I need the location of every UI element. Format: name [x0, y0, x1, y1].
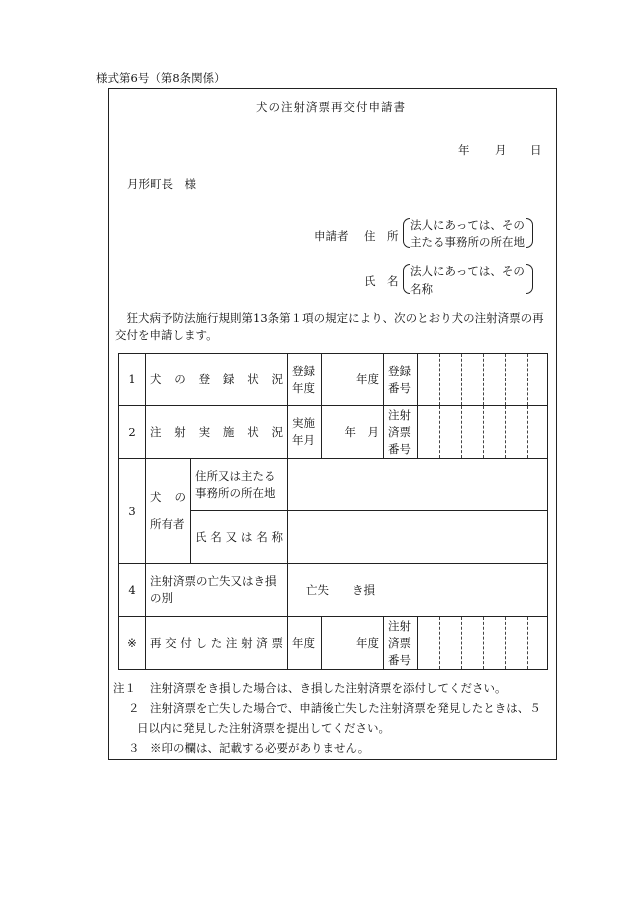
intro-line-1: 狂犬病予防法施行規則第13条第１項の規定により、次のとおり犬の注射済票の再 [115, 311, 544, 325]
table-row [119, 354, 548, 406]
row-2-digit[interactable] [440, 406, 462, 459]
row-1-digit[interactable] [484, 354, 506, 406]
row-5-sub1: 年度 [288, 617, 322, 670]
row-1-digit[interactable] [418, 354, 440, 406]
row-4-number: 4 [119, 564, 146, 617]
row-1-number: 1 [119, 354, 146, 406]
form-title: 犬の注射済票再交付申請書 [256, 100, 406, 114]
row-3-label-1: 犬の [150, 490, 186, 504]
row-5-sub3c: 番号 [388, 652, 411, 667]
row-5-digit[interactable] [484, 617, 506, 670]
address-label: 住 所 [364, 229, 399, 243]
applicant-label: 申請者 [314, 229, 349, 243]
row-5-label: 再交付した注射済票 [150, 635, 283, 650]
note-2-line-2: 日以内に発見した注射済票を提出してください。 [137, 721, 390, 735]
row-1-digit[interactable] [440, 354, 462, 406]
row-5-digit[interactable] [462, 617, 484, 670]
row-4-value[interactable]: 亡失 き損 [288, 564, 548, 617]
note-1: 注射済票をき損した場合は、き損した注射済票を添付してください。 [150, 681, 507, 695]
row-2-label: 注射実施状況 [150, 424, 283, 439]
row-5-digit[interactable] [528, 617, 548, 670]
row-2-sub3b: 済票 [388, 424, 411, 439]
name-paren-right [526, 264, 533, 294]
table-row [119, 564, 548, 617]
row-1-digit[interactable] [528, 354, 548, 406]
row-1-sub3a: 登録 [388, 363, 411, 378]
row-5-sub3a: 注射 [388, 618, 411, 633]
row-3-label-2: 所有者 [150, 517, 185, 531]
intro-line-2: 交付を申請します。 [115, 328, 218, 342]
date-day: 日 [530, 143, 542, 157]
address-paren-left [403, 218, 410, 248]
address-note-1: 法人にあっては、その [410, 218, 525, 232]
row-3-addr-2: 事務所の所在地 [195, 485, 276, 500]
row-4-label-2: の別 [150, 591, 173, 605]
date-year: 年 [458, 143, 470, 157]
name-note-1: 法人にあっては、その [410, 264, 525, 278]
addressee: 月形町長 様 [127, 177, 196, 191]
row-2-sub1: 実施 [292, 416, 315, 430]
table-row [119, 406, 548, 459]
row-2-sub3c: 番号 [388, 441, 411, 456]
row-2-digit[interactable] [418, 406, 440, 459]
row-2-digit[interactable] [484, 406, 506, 459]
row-2-digit[interactable] [528, 406, 548, 459]
row-5-digit[interactable] [440, 617, 462, 670]
application-table [118, 353, 548, 670]
row-1-value[interactable]: 年度 [322, 354, 384, 406]
row-3-name-label: 氏名又は名称 [195, 529, 283, 544]
row-1-sub3b: 番号 [388, 380, 411, 395]
note-3-number: ３ [128, 741, 140, 755]
owner-name-field[interactable] [288, 511, 548, 564]
row-1-sub1: 登録 [292, 363, 315, 378]
row-1-label: 犬の登録状況 [150, 372, 283, 386]
row-2-digit[interactable] [506, 406, 528, 459]
row-2-digit[interactable] [462, 406, 484, 459]
row-2-value[interactable]: 年 月 [322, 406, 384, 459]
note-1-number: 注１ [113, 681, 136, 695]
name-note-2: 名称 [410, 282, 433, 296]
form-id: 様式第6号（第8条関係） [96, 71, 226, 85]
note-2-line-1: 注射済票を亡失した場合で、申請後亡失した注射済票を発見したときは、５ [150, 701, 541, 715]
row-1-digit[interactable] [462, 354, 484, 406]
row-4-label-1: 注射済票の亡失又はき損 [150, 574, 277, 588]
row-3-addr-1: 住所又は主たる [195, 468, 276, 483]
row-5-digit[interactable] [506, 617, 528, 670]
address-note-2: 主たる事務所の所在地 [410, 235, 525, 249]
row-5-sub3b: 済票 [388, 635, 411, 650]
address-paren-right [526, 218, 533, 248]
name-paren-left [403, 264, 410, 294]
note-3: ※印の欄は、記載する必要がありません。 [150, 741, 370, 755]
date-month: 月 [495, 143, 507, 157]
row-5-number: ※ [119, 617, 146, 670]
note-2-number: ２ [128, 701, 140, 715]
row-2-sub3a: 注射 [388, 407, 411, 422]
row-1-sub2: 年度 [292, 380, 315, 395]
row-5-digit[interactable] [418, 617, 440, 670]
table-row [119, 617, 548, 670]
name-label: 氏 名 [364, 274, 399, 288]
row-2-number: 2 [119, 406, 146, 459]
row-3-number: 3 [119, 459, 146, 564]
row-2-sub2: 年月 [292, 433, 315, 447]
table-row [119, 459, 548, 511]
row-5-value[interactable]: 年度 [322, 617, 384, 670]
row-1-digit[interactable] [506, 354, 528, 406]
owner-address-field[interactable] [288, 459, 548, 511]
